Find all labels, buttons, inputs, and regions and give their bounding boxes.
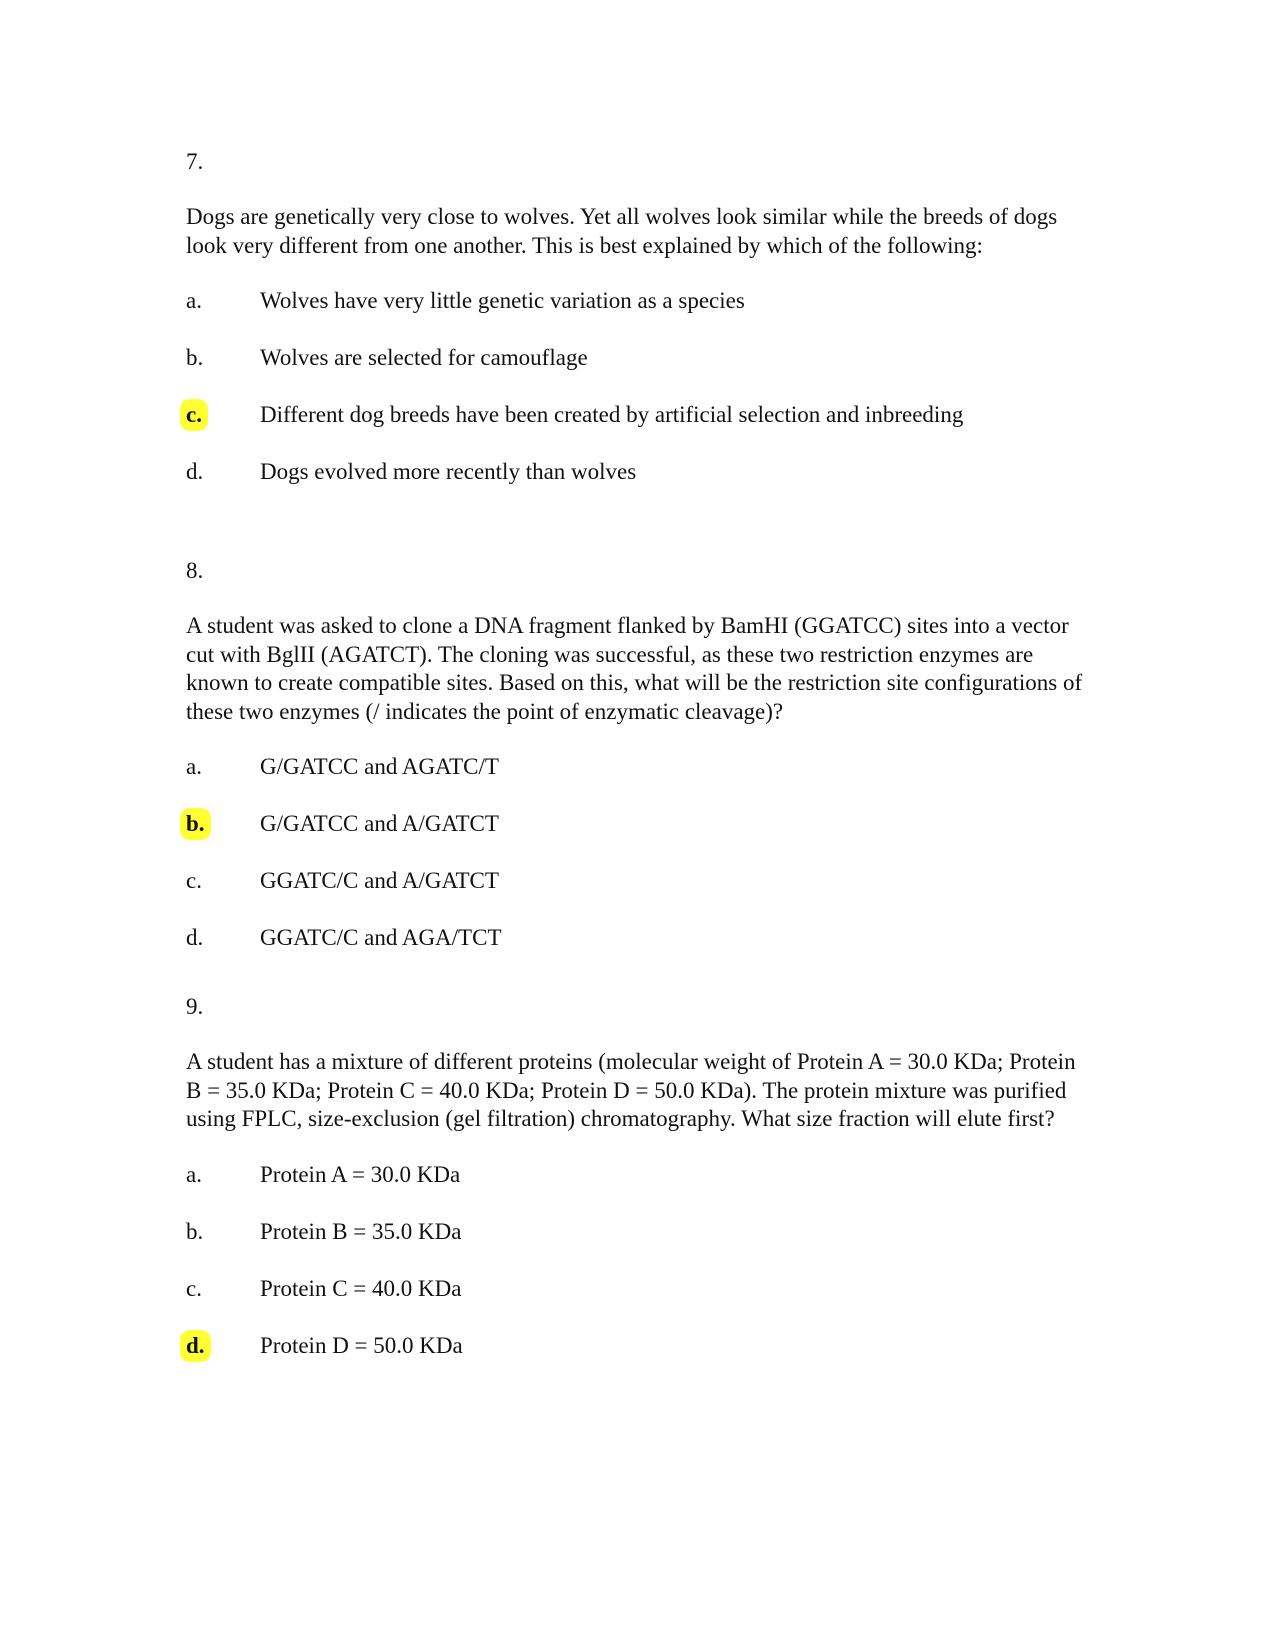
question-number: 8. [186,558,204,583]
question-stem: Dogs are genetically very close to wolves. Yet all wolves look similar while the breeds of dogs look very different from one another. This is best explained by which of the following: [186,204,1058,258]
option-d [186,924,1086,952]
option-b [186,344,1086,372]
option-letter: d. [186,925,204,950]
option-letter: c. [186,868,202,893]
highlighted-answer-letter: d. [180,1330,211,1362]
option-text: Protein A = 30.0 KDa [260,1161,461,1187]
option-letter: a. [186,754,202,779]
option-c [186,1275,1086,1303]
option-text: Protein C = 40.0 KDa [260,1275,462,1301]
question-7 [186,148,1086,515]
option-d [186,458,1086,486]
question-number: 9. [186,994,204,1019]
option-text: G/GATCC and A/GATCT [260,811,499,836]
question-9 [186,993,1086,1389]
option-text: Protein D = 50.0 KDa [260,1332,463,1358]
option-c [186,867,1086,895]
option-a [186,753,1086,781]
question-stem: A student has a mixture of different proteins (molecular weight of Protein A = 30.0 KDa; Protein B = 35.0 KDa; Protein C = 40.0 KDa; Protein D = 50.0 KDa). The protein mixture was purified using FPLC, size-exclusion (gel filtration) chromatography. What size fraction will elute first? [186,1049,1076,1131]
answer-options [186,1161,1086,1360]
question-stem: A student was asked to clone a DNA fragment flanked by BamHI (GGATCC) sites into a vector cut with BglII (AGATCT). The cloning was successful, as these two restriction enzymes are known to create compatible sites. Based on this, what will be the restriction site configurations of these two enzymes (/ indicates the point of enzymatic cleavage)? [186,613,1083,724]
option-text: GGATC/C and AGA/TCT [260,925,502,950]
question-number: 7. [186,149,204,174]
question-8 [186,557,1086,981]
option-letter: c. [186,1275,202,1301]
highlighted-answer-letter: c. [180,399,208,431]
option-text: G/GATCC and AGATC/T [260,754,499,779]
option-text: Dogs evolved more recently than wolves [260,459,637,484]
option-b [186,810,1086,838]
option-letter: b. [186,345,204,370]
option-d [186,1332,1086,1360]
option-letter: a. [186,288,202,313]
option-letter: a. [186,1161,202,1187]
option-text: Wolves have very little genetic variation as a species [260,288,745,313]
option-letter: b. [186,1218,204,1244]
option-text: Protein B = 35.0 KDa [260,1218,462,1244]
option-text: Different dog breeds have been created by artificial selection and inbreeding [260,402,964,427]
option-text: Wolves are selected for camouflage [260,345,588,370]
option-c [186,401,1086,429]
option-a [186,1161,1086,1189]
highlighted-answer-letter: b. [180,808,211,840]
answer-options [186,753,1086,952]
option-text: GGATC/C and A/GATCT [260,868,499,893]
option-letter: d. [186,459,204,484]
answer-options [186,287,1086,486]
option-b [186,1218,1086,1246]
option-a [186,287,1086,315]
